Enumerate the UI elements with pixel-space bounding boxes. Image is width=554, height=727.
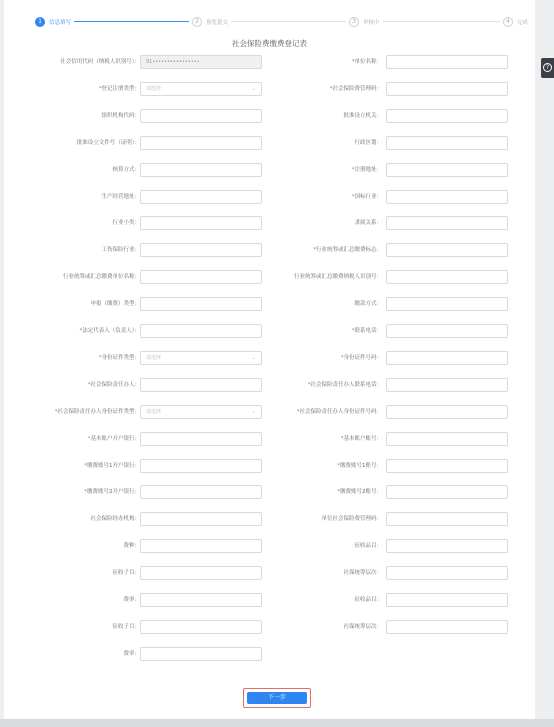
select-field[interactable] [140,82,262,96]
field-value: 请选择 [146,85,162,92]
step-number: 1 [35,17,45,27]
input-field[interactable] [140,566,262,580]
step-label: 完成 [517,20,529,26]
field-label: *基本账户开户银行： [87,435,140,442]
input-field[interactable] [140,432,262,446]
field-label: 征收品目： [354,597,382,603]
input-field[interactable] [386,351,508,365]
input-field[interactable] [386,620,508,634]
input-field[interactable] [140,270,262,284]
form-row [4,432,535,446]
help-tab[interactable] [541,58,554,78]
input-field[interactable] [386,136,508,150]
input-field[interactable] [386,243,508,257]
field-label: 征收品目： [354,543,382,550]
input-field[interactable] [386,109,508,123]
field-label: 行政区划： [354,139,382,146]
field-label: *身份证件号码： [340,354,382,361]
input-field[interactable] [140,593,262,607]
field-label: 核算方式： [112,166,140,173]
field-label: 生产经营地址： [101,193,140,200]
field-label: *国标行业： [351,193,382,200]
field-label: *社会保险责任办人身份证件号码： [296,408,382,415]
form-row [4,405,535,419]
input-field[interactable] [140,109,262,123]
step-4 [500,12,531,32]
input-field[interactable] [386,485,508,499]
input-field[interactable] [386,566,508,580]
form-row [4,82,535,96]
field-label: 社会保险经办机构： [90,516,140,523]
form-row [4,136,535,150]
step-label: 审核中 [363,20,380,26]
field-label: *行业统筹或汇总缴费标志： [313,247,382,254]
input-field[interactable] [386,432,508,446]
field-label: *联系电话： [351,328,382,334]
field-label: *社会保险责任办人联系电话： [307,381,382,388]
field-label: 行业统筹或汇总缴费纳税人识别号： [293,274,382,281]
field-value: 请选择 [146,408,162,415]
form-row [4,163,535,177]
step-number: 3 [349,17,359,27]
form-row [4,243,535,257]
field-label: 社会信用代码（纳税人识别号）： [60,59,140,65]
input-field[interactable] [140,324,262,338]
field-label: *缴费账号1账号： [337,462,382,469]
field-label: *基本账户账号： [340,435,382,442]
step-number: 2 [192,17,202,27]
page [4,0,535,727]
input-field[interactable] [140,216,262,230]
input-field[interactable] [386,593,508,607]
form-row [4,539,535,553]
field-label: *法定代表人（负责人）： [79,328,140,334]
input-field[interactable] [386,55,508,69]
field-label: 工伤保险行业： [101,247,140,254]
input-field[interactable] [386,163,508,177]
input-field[interactable] [140,136,262,150]
field-label: 行业小类： [112,220,140,227]
field-label: *社会保险责任办人身份证件类型： [54,408,140,415]
field-label: 批准设立文件号（证明）： [76,139,140,146]
chevron-down-icon: ⌄ [251,408,256,415]
form-title: 社会保险费缴费登记表 [232,39,307,48]
input-field[interactable] [386,324,508,338]
field-label: 单位社会保险费管理码： [321,516,382,523]
field-value: 请选择 [146,354,162,361]
step-label: 预览提交 [206,20,229,26]
input-field[interactable] [140,190,262,204]
input-field[interactable] [140,163,262,177]
field-label: *社会保险责任办人： [87,381,140,388]
form-row [4,512,535,526]
chevron-down-icon: ⌄ [251,85,256,92]
form-row [4,459,535,473]
field-label: *单位名称： [351,59,382,65]
progress-stepper [4,12,535,32]
input-field[interactable] [140,378,262,392]
input-field[interactable] [386,512,508,526]
step-1 [32,12,74,32]
field-label: *注册地址： [351,166,382,173]
field-label: *社会保险费管理码： [329,85,382,92]
field-label: 缴款方式： [354,301,382,308]
input-field[interactable] [386,190,508,204]
step-3 [346,12,383,32]
field-label: *登记注册类型： [98,85,140,92]
input-field[interactable] [386,216,508,230]
select-field[interactable] [140,405,262,419]
form-row [4,270,535,284]
step-label: 信息填写 [49,20,72,26]
input-field[interactable] [140,459,262,473]
form-row [4,55,535,69]
input-field[interactable] [140,485,262,499]
form-row [4,190,535,204]
input-field[interactable] [140,297,262,311]
input-field[interactable] [140,512,262,526]
next-button[interactable]: 下一步 [247,692,307,704]
step-2 [189,12,231,32]
field-label: 费率： [123,650,140,657]
form-row [4,647,535,661]
field-label: 行业统筹或汇总缴费单位名称： [62,274,140,281]
field-label: *缴费账号2账号： [337,489,382,496]
input-field[interactable] [140,647,262,661]
input-field [140,55,262,69]
field-label: 费种： [123,543,140,550]
input-field[interactable] [386,82,508,96]
form-row [4,216,535,230]
chevron-down-icon: ⌄ [251,354,256,361]
field-label: 组织机构代码： [101,112,140,119]
form-row [4,297,535,311]
input-field[interactable] [386,539,508,553]
field-label: 批准设立机关： [343,112,382,119]
form-row [4,620,535,634]
field-label: *缴费账号1开户银行： [84,462,140,469]
next-button-highlight [243,688,311,708]
field-label: 社保统筹层次： [343,570,382,577]
form-row [4,593,535,607]
input-field[interactable] [386,459,508,473]
field-label: 申报（缴费）类型： [90,301,140,308]
field-label: 费率： [123,597,140,603]
form-row [4,485,535,499]
input-field[interactable] [140,620,262,634]
input-field[interactable] [140,539,262,553]
form-row [4,324,535,338]
field-label: 隶属关系： [354,220,382,227]
step-number: 4 [503,17,513,27]
footer-bar [0,719,554,727]
input-field[interactable] [386,378,508,392]
field-label: 征收子目： [112,623,140,630]
field-label: *身份证件类型： [98,354,140,361]
field-label: 社保统筹层次： [343,623,382,630]
form-row [4,109,535,123]
input-field[interactable] [386,405,508,419]
form-row [4,351,535,365]
input-field[interactable] [386,270,508,284]
form-row [4,378,535,392]
select-field[interactable] [140,351,262,365]
field-value: 91•••••••••••••••• [146,59,200,65]
input-field[interactable] [386,297,508,311]
input-field[interactable] [140,243,262,257]
help-icon: ? [543,63,552,72]
field-label: *缴费账号2开户银行： [84,489,140,496]
form-row [4,566,535,580]
field-label: 征收子目： [112,570,140,577]
